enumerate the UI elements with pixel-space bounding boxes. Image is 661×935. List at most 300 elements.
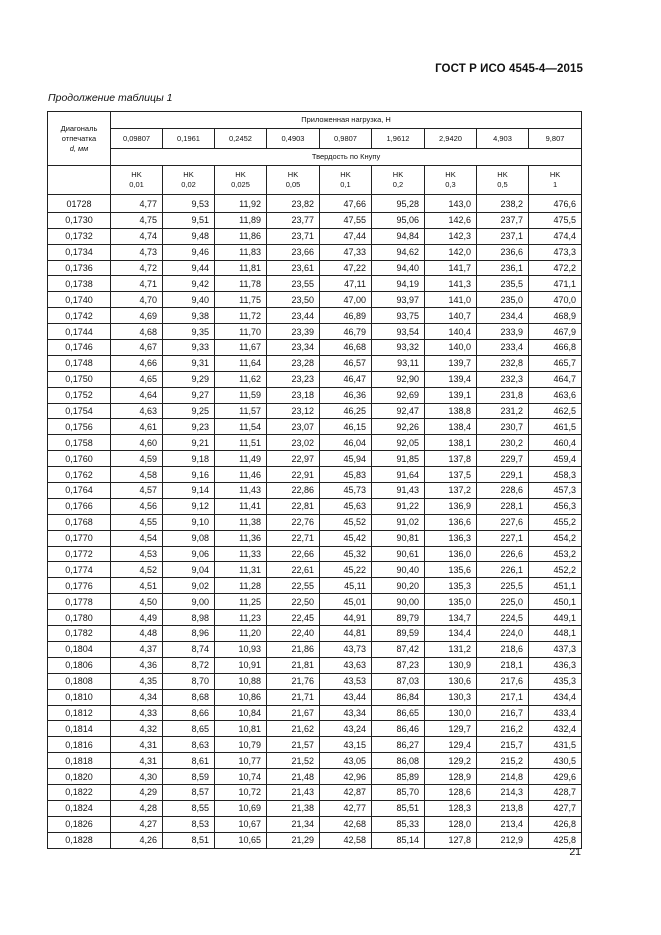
table-row: [48, 403, 582, 419]
hardness-cell: 212,9: [477, 832, 529, 848]
hardness-cell: 233,9: [477, 324, 529, 340]
table-row: [48, 435, 582, 451]
diagonal-cell: 0,1750: [48, 371, 111, 387]
hardness-cell: 11,20: [215, 626, 267, 642]
hardness-cell: 4,74: [111, 228, 163, 244]
hardness-cell: 23,28: [267, 355, 320, 371]
hardness-cell: 21,38: [267, 800, 320, 816]
hardness-cell: 4,33: [111, 705, 163, 721]
hardness-cell: 21,62: [267, 721, 320, 737]
table-row: [48, 244, 582, 260]
hardness-cell: 4,77: [111, 195, 163, 213]
hardness-cell: 137,5: [425, 467, 477, 483]
hardness-cell: 9,31: [163, 355, 215, 371]
hardness-cell: 4,63: [111, 403, 163, 419]
hardness-cell: 47,11: [320, 276, 372, 292]
hardness-cell: 23,71: [267, 228, 320, 244]
hardness-cell: 436,3: [529, 657, 582, 673]
hk-load: 0,3: [445, 180, 456, 189]
hardness-cell: 135,6: [425, 562, 477, 578]
hardness-cell: 213,4: [477, 816, 529, 832]
hardness-cell: 428,7: [529, 784, 582, 800]
hardness-cell: 87,03: [372, 673, 425, 689]
hardness-cell: 23,02: [267, 435, 320, 451]
hardness-cell: 4,54: [111, 530, 163, 546]
hardness-cell: 10,65: [215, 832, 267, 848]
hardness-cell: 9,42: [163, 276, 215, 292]
hardness-cell: 11,72: [215, 308, 267, 324]
hardness-cell: 94,19: [372, 276, 425, 292]
hk-scale-3: [267, 166, 320, 195]
hardness-cell: 458,3: [529, 467, 582, 483]
hk-scale-1: [163, 166, 215, 195]
hardness-cell: 9,21: [163, 435, 215, 451]
hardness-cell: 225,0: [477, 594, 529, 610]
hardness-cell: 425,8: [529, 832, 582, 848]
hardness-cell: 23,07: [267, 419, 320, 435]
hardness-cell: 231,2: [477, 403, 529, 419]
load-value-3: 0,4903: [267, 129, 320, 149]
hardness-cell: 4,31: [111, 737, 163, 753]
hardness-cell: 9,23: [163, 419, 215, 435]
hardness-cell: 11,25: [215, 594, 267, 610]
hardness-cell: 23,77: [267, 212, 320, 228]
table-row: [48, 657, 582, 673]
table-row: [48, 498, 582, 514]
hardness-cell: 128,3: [425, 800, 477, 816]
hardness-cell: 10,88: [215, 673, 267, 689]
hardness-cell: 47,44: [320, 228, 372, 244]
hardness-cell: 4,56: [111, 498, 163, 514]
hardness-cell: 23,50: [267, 292, 320, 308]
hardness-cell: 46,47: [320, 371, 372, 387]
hardness-cell: 46,36: [320, 387, 372, 403]
hardness-cell: 10,79: [215, 737, 267, 753]
hardness-cell: 21,48: [267, 769, 320, 785]
hardness-cell: 11,33: [215, 546, 267, 562]
hk-symbol: HK: [445, 170, 456, 179]
hardness-cell: 22,50: [267, 594, 320, 610]
hardness-cell: 11,43: [215, 483, 267, 499]
diagonal-cell: 01728: [48, 195, 111, 213]
hardness-cell: 238,2: [477, 195, 529, 213]
hardness-cell: 227,1: [477, 530, 529, 546]
hardness-cell: 214,3: [477, 784, 529, 800]
hardness-cell: 93,97: [372, 292, 425, 308]
table-row: [48, 546, 582, 562]
table-row: [48, 212, 582, 228]
hardness-cell: 43,63: [320, 657, 372, 673]
diagonal-cell: 0,1816: [48, 737, 111, 753]
table-row: [48, 721, 582, 737]
hardness-cell: 236,6: [477, 244, 529, 260]
hardness-cell: 229,7: [477, 451, 529, 467]
load-value-0: 0,09807: [111, 129, 163, 149]
hardness-cell: 8,65: [163, 721, 215, 737]
hardness-cell: 9,18: [163, 451, 215, 467]
hardness-cell: 91,85: [372, 451, 425, 467]
hardness-cell: 140,0: [425, 340, 477, 356]
hardness-cell: 233,4: [477, 340, 529, 356]
hardness-cell: 4,48: [111, 626, 163, 642]
hardness-cell: 22,97: [267, 451, 320, 467]
hardness-cell: 9,06: [163, 546, 215, 562]
hardness-cell: 130,9: [425, 657, 477, 673]
table-row: [48, 514, 582, 530]
hardness-cell: 449,1: [529, 610, 582, 626]
hardness-cell: 4,52: [111, 562, 163, 578]
hardness-cell: 435,3: [529, 673, 582, 689]
hardness-cell: 93,32: [372, 340, 425, 356]
hardness-cell: 45,01: [320, 594, 372, 610]
table-row: [48, 562, 582, 578]
hardness-cell: 466,8: [529, 340, 582, 356]
hardness-cell: 215,7: [477, 737, 529, 753]
hardness-cell: 43,73: [320, 641, 372, 657]
diagonal-cell: 0,1804: [48, 641, 111, 657]
hardness-cell: 4,26: [111, 832, 163, 848]
hardness-cell: 47,66: [320, 195, 372, 213]
hardness-cell: 141,0: [425, 292, 477, 308]
hardness-cell: 4,58: [111, 467, 163, 483]
hardness-cell: 4,65: [111, 371, 163, 387]
hardness-cell: 4,36: [111, 657, 163, 673]
hardness-cell: 461,5: [529, 419, 582, 435]
hardness-cell: 94,40: [372, 260, 425, 276]
hardness-cell: 43,05: [320, 753, 372, 769]
diagonal-cell: 0,1748: [48, 355, 111, 371]
hardness-cell: 9,16: [163, 467, 215, 483]
hardness-cell: 4,37: [111, 641, 163, 657]
hk-load: 1: [552, 180, 558, 189]
hardness-cell: 459,4: [529, 451, 582, 467]
hk-symbol: HK: [392, 170, 404, 179]
hk-load: 0,2: [392, 180, 404, 189]
hardness-cell: 4,68: [111, 324, 163, 340]
diagonal-cell: 0,1736: [48, 260, 111, 276]
knoop-hardness-table: [47, 111, 582, 849]
diagonal-cell: 0,1734: [48, 244, 111, 260]
hardness-cell: 225,5: [477, 578, 529, 594]
hardness-cell: 42,68: [320, 816, 372, 832]
hardness-cell: 467,9: [529, 324, 582, 340]
hardness-cell: 457,3: [529, 483, 582, 499]
hardness-cell: 236,1: [477, 260, 529, 276]
hardness-cell: 4,30: [111, 769, 163, 785]
hardness-cell: 11,51: [215, 435, 267, 451]
hardness-cell: 4,31: [111, 753, 163, 769]
hardness-cell: 85,14: [372, 832, 425, 848]
diagonal-cell: 0,1766: [48, 498, 111, 514]
hk-load: 0,025: [231, 180, 250, 189]
hardness-cell: 235,0: [477, 292, 529, 308]
hardness-cell: 213,8: [477, 800, 529, 816]
hardness-cell: 460,4: [529, 435, 582, 451]
hk-symbol: HK: [497, 170, 508, 179]
hardness-cell: 230,2: [477, 435, 529, 451]
diagonal-cell: 0,1776: [48, 578, 111, 594]
hardness-cell: 21,71: [267, 689, 320, 705]
hardness-cell: 45,63: [320, 498, 372, 514]
hardness-cell: 8,51: [163, 832, 215, 848]
hardness-cell: 4,64: [111, 387, 163, 403]
hardness-cell: 137,2: [425, 483, 477, 499]
table-row: [48, 626, 582, 642]
hardness-cell: 462,5: [529, 403, 582, 419]
hardness-cell: 9,14: [163, 483, 215, 499]
table-row: [48, 195, 582, 213]
table-row: [48, 260, 582, 276]
hardness-cell: 92,26: [372, 419, 425, 435]
hardness-cell: 22,45: [267, 610, 320, 626]
hardness-cell: 9,38: [163, 308, 215, 324]
diagonal-cell: 0,1782: [48, 626, 111, 642]
hardness-cell: 9,12: [163, 498, 215, 514]
hardness-cell: 452,2: [529, 562, 582, 578]
hardness-cell: 4,67: [111, 340, 163, 356]
hardness-cell: 4,53: [111, 546, 163, 562]
hardness-cell: 86,08: [372, 753, 425, 769]
hk-symbol: HK: [340, 170, 351, 179]
hardness-cell: 476,6: [529, 195, 582, 213]
diagonal-cell: 0,1760: [48, 451, 111, 467]
diagonal-cell: 0,1756: [48, 419, 111, 435]
diagonal-cell: 0,1754: [48, 403, 111, 419]
hardness-cell: 21,81: [267, 657, 320, 673]
hardness-cell: 92,47: [372, 403, 425, 419]
hardness-cell: 22,86: [267, 483, 320, 499]
hardness-cell: 43,34: [320, 705, 372, 721]
hardness-cell: 134,4: [425, 626, 477, 642]
hardness-cell: 229,1: [477, 467, 529, 483]
hardness-cell: 450,1: [529, 594, 582, 610]
table-row: [48, 340, 582, 356]
hardness-cell: 8,98: [163, 610, 215, 626]
hardness-cell: 226,6: [477, 546, 529, 562]
hardness-cell: 140,7: [425, 308, 477, 324]
hardness-cell: 451,1: [529, 578, 582, 594]
hardness-cell: 11,38: [215, 514, 267, 530]
hardness-cell: 9,10: [163, 514, 215, 530]
hardness-cell: 21,43: [267, 784, 320, 800]
hardness-cell: 4,73: [111, 244, 163, 260]
diagonal-cell: 0,1762: [48, 467, 111, 483]
hardness-cell: 91,64: [372, 467, 425, 483]
hardness-cell: 9,35: [163, 324, 215, 340]
hardness-cell: 11,75: [215, 292, 267, 308]
hardness-cell: 46,15: [320, 419, 372, 435]
hk-symbol: HK: [235, 170, 246, 179]
hardness-cell: 217,6: [477, 673, 529, 689]
hardness-cell: 23,61: [267, 260, 320, 276]
hk-symbol: HK: [131, 170, 142, 179]
hardness-cell: 465,7: [529, 355, 582, 371]
hk-scale-7: [477, 166, 529, 195]
hardness-cell: 10,86: [215, 689, 267, 705]
table-row: [48, 228, 582, 244]
hardness-cell: 85,51: [372, 800, 425, 816]
hardness-cell: 43,44: [320, 689, 372, 705]
hardness-cell: 10,93: [215, 641, 267, 657]
hardness-cell: 228,1: [477, 498, 529, 514]
hk-symbol: HK: [287, 170, 299, 179]
hardness-cell: 95,06: [372, 212, 425, 228]
hardness-cell: 227,6: [477, 514, 529, 530]
hardness-cell: 91,22: [372, 498, 425, 514]
diagonal-cell: 0,1758: [48, 435, 111, 451]
hardness-cell: 43,53: [320, 673, 372, 689]
hardness-cell: 138,4: [425, 419, 477, 435]
hardness-cell: 11,78: [215, 276, 267, 292]
diagonal-cell: 0,1774: [48, 562, 111, 578]
hardness-cell: 130,3: [425, 689, 477, 705]
hardness-cell: 47,33: [320, 244, 372, 260]
hardness-cell: 11,70: [215, 324, 267, 340]
hardness-cell: 90,81: [372, 530, 425, 546]
diagonal-cell: 0,1812: [48, 705, 111, 721]
table-row: [48, 419, 582, 435]
diagonal-header-line-2: отпечатка: [61, 133, 97, 143]
hardness-cell: 46,89: [320, 308, 372, 324]
hk-scale-5: [372, 166, 425, 195]
hardness-cell: 455,2: [529, 514, 582, 530]
table-row: [48, 753, 582, 769]
hardness-cell: 42,87: [320, 784, 372, 800]
page-number: 21: [569, 846, 581, 858]
table-row: [48, 387, 582, 403]
hardness-cell: 9,44: [163, 260, 215, 276]
hardness-cell: 45,52: [320, 514, 372, 530]
hardness-cell: 130,0: [425, 705, 477, 721]
load-value-7: 4,903: [477, 129, 529, 149]
hardness-cell: 45,32: [320, 546, 372, 562]
hardness-cell: 4,66: [111, 355, 163, 371]
hardness-cell: 4,49: [111, 610, 163, 626]
hardness-cell: 42,96: [320, 769, 372, 785]
hardness-cell: 9,29: [163, 371, 215, 387]
hardness-cell: 22,40: [267, 626, 320, 642]
hardness-cell: 23,66: [267, 244, 320, 260]
hk-symbol: HK: [183, 170, 194, 179]
hardness-cell: 137,8: [425, 451, 477, 467]
hardness-cell: 9,08: [163, 530, 215, 546]
hardness-cell: 92,05: [372, 435, 425, 451]
document-code: ГОСТ Р ИСО 4545-4—2015: [435, 63, 583, 75]
hardness-cell: 434,4: [529, 689, 582, 705]
hk-scale-6: [425, 166, 477, 195]
hardness-cell: 136,3: [425, 530, 477, 546]
hk-load: 0,5: [497, 180, 508, 189]
table-row: [48, 737, 582, 753]
hardness-cell: 429,6: [529, 769, 582, 785]
hardness-cell: 136,6: [425, 514, 477, 530]
hardness-cell: 92,69: [372, 387, 425, 403]
table-row: [48, 816, 582, 832]
hardness-cell: 21,57: [267, 737, 320, 753]
hardness-cell: 142,3: [425, 228, 477, 244]
hardness-cell: 237,1: [477, 228, 529, 244]
hardness-cell: 11,64: [215, 355, 267, 371]
hardness-cell: 129,4: [425, 737, 477, 753]
hardness-cell: 426,8: [529, 816, 582, 832]
table-row: [48, 641, 582, 657]
hardness-cell: 4,69: [111, 308, 163, 324]
hardness-cell: 136,9: [425, 498, 477, 514]
hardness-cell: 468,9: [529, 308, 582, 324]
hardness-cell: 4,55: [111, 514, 163, 530]
hk-scale-2: [215, 166, 267, 195]
hardness-cell: 23,34: [267, 340, 320, 356]
load-title: Приложенная нагрузка, Н: [111, 112, 582, 129]
hardness-cell: 128,0: [425, 816, 477, 832]
hardness-cell: 4,35: [111, 673, 163, 689]
hardness-cell: 4,34: [111, 689, 163, 705]
loads-row: [48, 129, 582, 149]
hardness-cell: 11,36: [215, 530, 267, 546]
hardness-cell: 95,28: [372, 195, 425, 213]
hk-scale-4: [320, 166, 372, 195]
hardness-cell: 47,55: [320, 212, 372, 228]
hardness-cell: 141,3: [425, 276, 477, 292]
hardness-cell: 4,50: [111, 594, 163, 610]
hardness-cell: 224,0: [477, 626, 529, 642]
hardness-cell: 138,1: [425, 435, 477, 451]
hardness-cell: 8,55: [163, 800, 215, 816]
hardness-cell: 85,33: [372, 816, 425, 832]
hardness-cell: 232,8: [477, 355, 529, 371]
hardness-cell: 9,51: [163, 212, 215, 228]
diagonal-cell: 0,1820: [48, 769, 111, 785]
hardness-cell: 90,20: [372, 578, 425, 594]
hardness-cell: 474,4: [529, 228, 582, 244]
hardness-cell: 11,46: [215, 467, 267, 483]
table-row: [48, 355, 582, 371]
table-body: [48, 195, 582, 849]
hardness-cell: 22,61: [267, 562, 320, 578]
hardness-cell: 11,62: [215, 371, 267, 387]
diagonal-cell: 0,1746: [48, 340, 111, 356]
load-value-8: 9,807: [529, 129, 582, 149]
hardness-cell: 475,5: [529, 212, 582, 228]
hardness-cell: 8,68: [163, 689, 215, 705]
hardness-cell: 4,57: [111, 483, 163, 499]
hardness-cell: 430,5: [529, 753, 582, 769]
hardness-cell: 127,8: [425, 832, 477, 848]
diagonal-cell: 0,1826: [48, 816, 111, 832]
hardness-cell: 11,49: [215, 451, 267, 467]
hardness-cell: 90,00: [372, 594, 425, 610]
diagonal-cell: 0,1772: [48, 546, 111, 562]
hardness-cell: 10,91: [215, 657, 267, 673]
hardness-cell: 454,2: [529, 530, 582, 546]
table-row: [48, 832, 582, 848]
hardness-cell: 140,4: [425, 324, 477, 340]
load-value-5: 1,9612: [372, 129, 425, 149]
hardness-cell: 21,67: [267, 705, 320, 721]
hardness-cell: 23,23: [267, 371, 320, 387]
hk-load: 0,05: [285, 180, 301, 189]
hardness-cell: 9,27: [163, 387, 215, 403]
diagonal-cell: 0,1810: [48, 689, 111, 705]
hardness-cell: 94,84: [372, 228, 425, 244]
hardness-cell: 45,83: [320, 467, 372, 483]
hardness-cell: 8,61: [163, 753, 215, 769]
hardness-cell: 9,40: [163, 292, 215, 308]
hardness-cell: 456,3: [529, 498, 582, 514]
diagonal-header-line-3: d, мм: [69, 143, 89, 153]
hardness-cell: 46,57: [320, 355, 372, 371]
hardness-cell: 473,3: [529, 244, 582, 260]
